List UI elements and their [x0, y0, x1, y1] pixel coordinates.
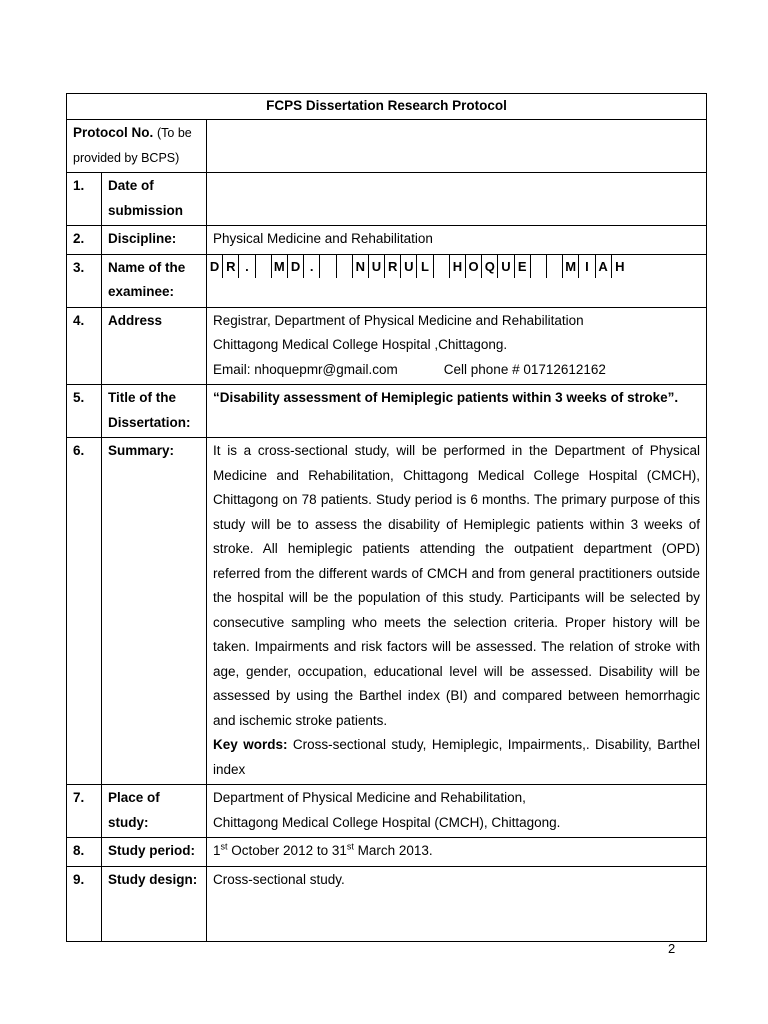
row-number: 1.	[67, 173, 102, 226]
name-letter-box: M	[563, 255, 579, 278]
name-letter-box	[320, 255, 336, 278]
name-letter-box: R	[223, 255, 239, 278]
date-of-submission-value	[207, 173, 707, 226]
row-date-of-submission	[67, 173, 707, 226]
name-letter-box: O	[466, 255, 482, 278]
name-letter-box: E	[515, 255, 531, 278]
row-number: 2.	[67, 226, 102, 255]
place-of-study-label: Place of study:	[102, 785, 207, 838]
name-letter-box: H	[615, 258, 625, 274]
name-letter-box: U	[369, 255, 385, 278]
row-number: 6.	[67, 438, 102, 785]
address-value	[207, 307, 707, 385]
name-letter-box: U	[498, 255, 514, 278]
place-of-study-value	[207, 785, 707, 838]
email: Email: nhoquepmr@gmail.com	[213, 361, 398, 377]
study-design-label: Study design:	[102, 866, 207, 942]
row-title	[67, 385, 707, 438]
study-design-value	[207, 866, 707, 942]
row-number: 5.	[67, 385, 102, 438]
study-design-text: Cross-sectional study.	[213, 871, 345, 887]
name-letter-box: H	[450, 255, 466, 278]
place-line-1: Department of Physical Medicine and Rehabilitation,	[213, 790, 526, 805]
name-letter-box	[256, 255, 272, 278]
period-end: March 2013.	[353, 843, 433, 858]
name-letter-box: .	[304, 255, 320, 278]
study-period-label: Study period:	[102, 838, 207, 867]
row-study-design	[67, 866, 707, 942]
contact-line	[213, 358, 700, 383]
examinee-name-letter-boxes	[207, 255, 706, 278]
protocol-no-value	[207, 120, 707, 173]
row-address	[67, 307, 707, 385]
protocol-no-row	[67, 120, 707, 173]
keywords-label: Key words:	[213, 737, 288, 752]
date-of-submission-label: Date of submission	[102, 173, 207, 226]
name-letter-box: D	[288, 255, 304, 278]
dissertation-title-label: Title of the Dissertation:	[102, 385, 207, 438]
name-letter-box: A	[596, 255, 612, 278]
row-discipline	[67, 226, 707, 255]
start-day: 1	[213, 843, 221, 858]
row-number: 9.	[67, 866, 102, 942]
start-ordinal: st	[220, 841, 228, 852]
name-letter-box	[547, 255, 563, 278]
cell-phone: Cell phone # 01712612162	[443, 361, 606, 377]
discipline-label: Discipline:	[102, 226, 207, 255]
protocol-no-label: Protocol No.	[73, 125, 154, 140]
keywords	[213, 733, 700, 782]
examinee-name-value	[207, 254, 707, 307]
address-label: Address	[102, 307, 207, 385]
row-examinee-name	[67, 254, 707, 307]
name-letter-box: Q	[482, 255, 498, 278]
name-letter-box: I	[579, 255, 595, 278]
name-letter-box: D	[207, 255, 223, 278]
discipline-value: Physical Medicine and Rehabilitation	[207, 226, 707, 255]
protocol-table	[66, 93, 707, 942]
address-line-1: Registrar, Department of Physical Medicine and Rehabilitation	[213, 312, 584, 328]
summary-label: Summary:	[102, 438, 207, 785]
row-study-period	[67, 838, 707, 867]
name-letter-box: R	[385, 255, 401, 278]
protocol-no-label-cell	[67, 120, 207, 173]
page-number: 2	[668, 941, 676, 956]
protocol-no-note: (To be provided by BCPS)	[73, 126, 192, 165]
row-number: 8.	[67, 838, 102, 867]
table-title-row	[67, 94, 707, 120]
summary-text: It is a cross-sectional study, will be performed in the Department of Physical Medicine and Rehabilitation, Chittagong Medical College Hospital (CMCH), Chittagong on 78 patients. Study period is 6 months. The primary purpose of this study will be to assess the disability of Hemiplegic patients within 3 weeks of stroke. All hemiplegic patients attending the outpatient department (OPD) referred from the different wards of CMCH and from general practitioners outside the hospital will be the population of this study. Participants will be selected by consecutive sampling who meets the selection criteria. Proper history will be taken. Impairments and risk factors will be assessed. The relation of stroke with age, gender, occupation, educational level will be assessed. Disability will be assessed by using the Barthel index (BI) and compared between hemorrhagic and ischemic stroke patients.	[213, 443, 700, 728]
name-letter-box: .	[239, 255, 255, 278]
name-letter-box	[434, 255, 450, 278]
name-letter-box	[337, 255, 353, 278]
address-line-2: Chittagong Medical College Hospital ,Chittagong.	[213, 337, 508, 352]
examinee-name-label: Name of the examinee:	[102, 254, 207, 307]
name-letter-box	[531, 255, 547, 278]
name-letter-box: M	[272, 255, 288, 278]
summary-value	[207, 438, 707, 785]
dissertation-title-value: “Disability assessment of Hemiplegic patients within 3 weeks of stroke”.	[207, 385, 707, 438]
row-summary	[67, 438, 707, 785]
name-letter-box: N	[353, 255, 369, 278]
name-letter-box: U	[401, 255, 417, 278]
period-middle: October 2012 to 31	[227, 843, 347, 858]
keywords-text: Cross-sectional study, Hemiplegic, Impairments,. Disability, Barthel index	[213, 737, 700, 777]
row-place-of-study	[67, 785, 707, 838]
row-number: 4.	[67, 307, 102, 385]
place-line-2: Chittagong Medical College Hospital (CMCH), Chittagong.	[213, 814, 561, 830]
document-title: FCPS Dissertation Research Protocol	[67, 94, 707, 120]
study-period-value	[207, 838, 707, 867]
row-number: 7.	[67, 785, 102, 838]
end-ordinal: st	[346, 841, 354, 852]
row-number: 3.	[67, 254, 102, 307]
name-letter-box: L	[417, 255, 433, 278]
